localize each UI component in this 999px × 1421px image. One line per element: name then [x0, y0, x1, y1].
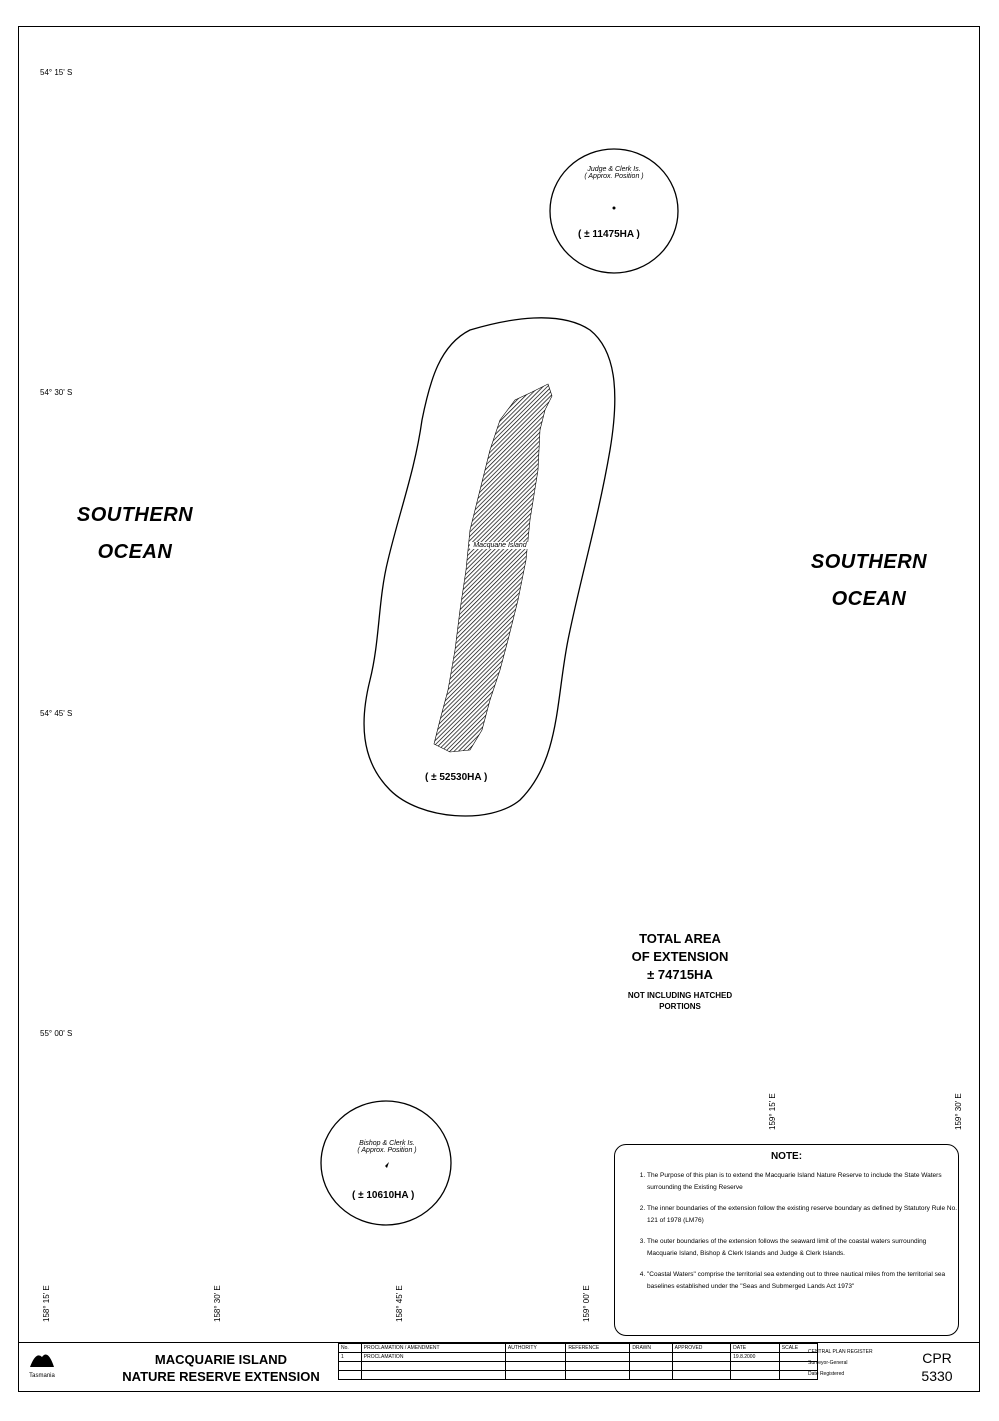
amendment-table: [338, 1343, 818, 1393]
table-header-cell: DRAWN: [630, 1344, 672, 1353]
plan-title-line2: NATURE RESERVE EXTENSION: [122, 1369, 320, 1384]
ocean-east-line2: OCEAN: [831, 588, 907, 610]
table-cell: [566, 1353, 630, 1362]
judge-clerk-label: [570, 166, 658, 180]
tasmania-logo: [22, 1347, 62, 1389]
total-sub1: NOT INCLUDING HATCHED: [627, 991, 733, 1000]
lon-label-4: 159° 00' E: [582, 1285, 591, 1322]
total-sub2: PORTIONS: [659, 1002, 701, 1011]
cpr-label: CPR: [922, 1350, 952, 1366]
note-box: [614, 1144, 959, 1336]
crp-label: CENTRAL PLAN REGISTER: [808, 1349, 873, 1355]
lon-label-6: 159° 30' E: [954, 1093, 963, 1130]
crp-surveyor: Surveyor-General: [808, 1360, 848, 1366]
bishop-clerk-area: ( ± 10610HA ): [352, 1190, 415, 1201]
table-header-cell: REFERENCE: [566, 1344, 630, 1353]
lat-label-1: 54° 15' S: [40, 68, 73, 77]
crp-date: Date Registered: [808, 1371, 845, 1377]
table-cell: PROCLAMATION: [361, 1353, 505, 1362]
plan-title: [92, 1351, 350, 1385]
lon-label-2: 158° 30' E: [213, 1285, 222, 1322]
table-header-cell: APPROVED: [672, 1344, 731, 1353]
lon-label-3: 158° 45' E: [395, 1285, 404, 1322]
table-header-row: [339, 1344, 818, 1353]
table-cell: [505, 1353, 565, 1362]
lat-label-3: 54° 45' S: [40, 709, 73, 718]
total-line2: OF EXTENSION: [631, 949, 729, 964]
table-cell: 19.8.2000: [731, 1353, 780, 1362]
logo-text: Tasmania: [29, 1373, 55, 1379]
note-item-3: 3. The outer boundaries of the extension follows the seaward limit of the coastal waters surrounding Macquarie Island, Bishop & Clerk Islands and Judge & Clerk Islands.: [647, 1236, 958, 1260]
judge-clerk-area: ( ± 11475HA ): [578, 229, 640, 240]
bishop-clerk-note: ( Approx. Position ): [357, 1147, 417, 1154]
bishop-clerk-boundary: [321, 1101, 451, 1225]
judge-clerk-islet: [613, 207, 616, 210]
macquarie-area: ( ± 52530HA ): [425, 772, 488, 783]
macquarie-island: [434, 384, 552, 752]
bishop-clerk-islet: [385, 1162, 389, 1168]
judge-clerk-note: ( Approx. Position ): [584, 173, 644, 180]
ocean-west-line1: SOUTHERN: [76, 504, 194, 526]
lon-label-5: 159° 15' E: [768, 1093, 777, 1130]
ocean-label-east: [804, 551, 934, 625]
table-cell: [630, 1353, 672, 1362]
ocean-west-line2: OCEAN: [97, 541, 173, 563]
cpr-number-block: [902, 1349, 972, 1385]
ocean-label-west: [70, 504, 200, 578]
table-row: [339, 1353, 818, 1362]
central-plan-register: [808, 1347, 913, 1380]
plan-title-line1: MACQUARIE ISLAND: [154, 1352, 288, 1367]
ocean-east-line1: SOUTHERN: [810, 551, 928, 573]
judge-clerk-name: Judge & Clerk Is.: [587, 166, 641, 173]
bishop-clerk-label: [344, 1140, 430, 1154]
total-line1: TOTAL AREA: [639, 931, 721, 946]
macquarie-label: Macquarie Island: [470, 542, 530, 549]
cpr-number: 5330: [921, 1368, 953, 1384]
table-cell: [672, 1353, 731, 1362]
note-item-1: 1. The Purpose of this plan is to extend the Macquarie Island Nature Reserve to include the State Waters surrounding the Existing Reserve: [647, 1170, 958, 1194]
table-header-cell: PROCLAMATION / AMENDMENT: [361, 1344, 505, 1353]
bishop-clerk-name: Bishop & Clerk Is.: [359, 1140, 415, 1147]
title-block: [18, 1342, 980, 1392]
lon-label-1: 158° 15' E: [42, 1285, 51, 1322]
lat-label-4: 55° 00' S: [40, 1029, 73, 1038]
table-row: [339, 1362, 818, 1371]
table-header-cell: AUTHORITY: [505, 1344, 565, 1353]
table-cell: 1: [339, 1353, 362, 1362]
table-header-cell: No.: [339, 1344, 362, 1353]
total-line3: ± 74715HA: [647, 967, 713, 982]
table-header-cell: DATE: [731, 1344, 780, 1353]
tasmania-emblem-icon: [28, 1347, 56, 1371]
note-item-2: 2. The inner boundaries of the extension follow the existing reserve boundary as defined by Statutory Rule No. 121 of 1978 (LM76): [647, 1203, 958, 1227]
note-item-4: 4. "Coastal Waters" comprise the territorial sea extending out to three nautical miles from the territorial sea baselines established under the "Seas and Submerged Lands Act 1973": [647, 1269, 958, 1293]
note-title: NOTE:: [770, 1151, 803, 1162]
table-header-cell: SCALE: [779, 1344, 817, 1353]
lat-label-2: 54° 30' S: [40, 388, 73, 397]
total-area-block: [620, 930, 740, 1012]
table-row: [339, 1371, 818, 1380]
